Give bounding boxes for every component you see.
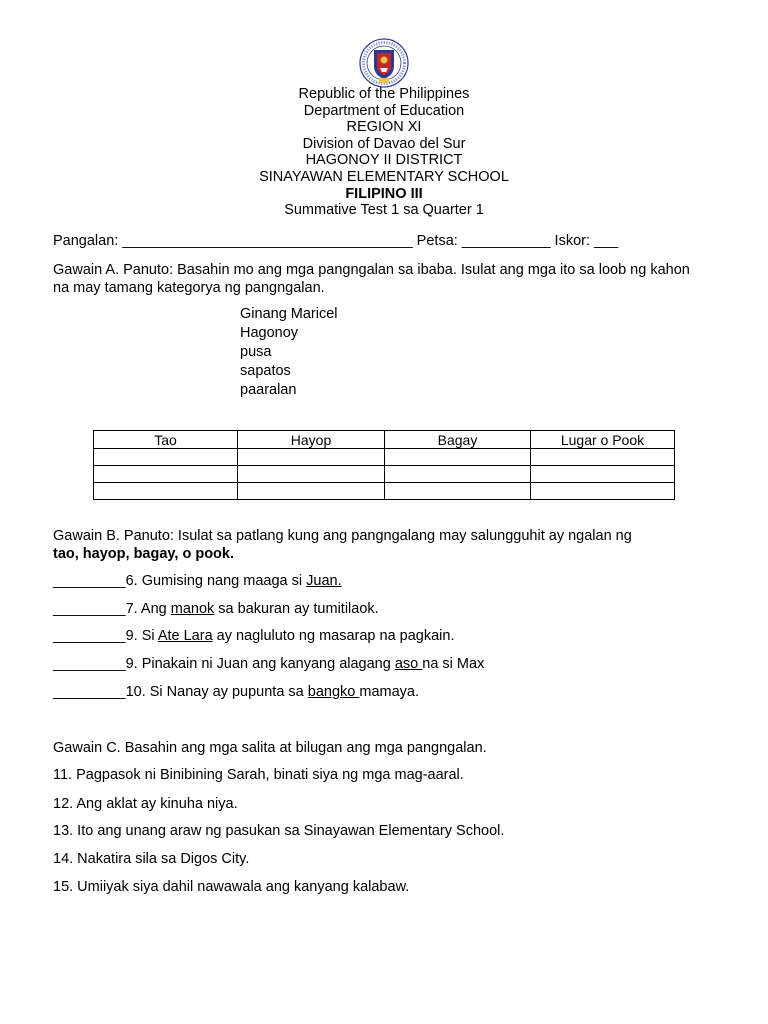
gawain-b-instruction (53, 527, 693, 563)
item-text: ay nagluluto ng masarap na pagkain. (212, 628, 455, 644)
word-list-item: Ginang Maricel (240, 306, 338, 322)
item-text: sa bakuran ay tumitilaok. (214, 601, 379, 617)
underlined-noun: Juan. (306, 573, 342, 589)
list-item (53, 573, 342, 589)
document-header (0, 86, 768, 219)
list-item (53, 656, 484, 672)
list-item: 12. Ang aklat ay kinuha niya. (53, 796, 238, 812)
item-text: _________6. Gumising nang maaga si (53, 573, 307, 589)
answer-cell[interactable] (94, 483, 238, 500)
word-list-item: Hagonoy (240, 325, 299, 341)
header-division: Division of Davao del Sur (302, 135, 466, 152)
column-header-hayop: Hayop (238, 431, 385, 449)
header-country: Republic of the Philippines (298, 86, 470, 102)
gawain-c-instruction: Gawain C. Basahin ang mga salita at bilugan ang mga pangngalan. (53, 740, 487, 756)
header-test-title: Summative Test 1 sa Quarter 1 (284, 202, 484, 219)
category-table (93, 430, 675, 500)
item-text: na si Max (422, 656, 485, 672)
answer-cell[interactable] (531, 449, 675, 466)
list-item: 15. Umiiyak siya dahil nawawala ang kanyang kalabaw. (53, 879, 410, 895)
gawain-a-instruction: Gawain A. Panuto: Basahin mo ang mga pangngalan sa ibaba. Isulat ang mga ito sa loob ng kahon na may tamang kategorya ng pangngalan. (53, 262, 690, 296)
answer-cell[interactable] (531, 466, 675, 483)
answer-cell[interactable] (385, 449, 531, 466)
list-item: 11. Pagpasok ni Binibining Sarah, binati siya ng mga mag-aaral. (53, 767, 464, 783)
item-text: _________7. Ang (53, 601, 171, 617)
column-header-tao: Tao (94, 431, 238, 449)
answer-cell[interactable] (238, 483, 385, 500)
item-text: _________9. Si (53, 628, 158, 644)
category-table-header-row (94, 431, 675, 449)
answer-cell[interactable] (385, 466, 531, 483)
header-region: REGION XI (346, 119, 422, 136)
student-info-line: Pangalan: ____________________________________ Petsa: ___________ Iskor: ___ (53, 233, 619, 249)
answer-cell[interactable] (94, 449, 238, 466)
header-subject: FILIPINO III (345, 185, 423, 202)
gawain-b-instruction-text: Gawain B. Panuto: Isulat sa patlang kung ang pangngalang may salungguhit ay ngalan ng (53, 528, 632, 544)
list-item: 13. Ito ang unang araw ng pasukan sa Sinayawan Elementary School. (53, 823, 505, 839)
table-row (94, 449, 675, 466)
answer-cell[interactable] (238, 449, 385, 466)
word-list-item: pusa (240, 344, 272, 360)
column-header-bagay: Bagay (385, 431, 531, 449)
header-department: Department of Education (303, 102, 465, 119)
header-school: SINAYAWAN ELEMENTARY SCHOOL (259, 168, 509, 185)
gawain-b-instruction-categories: tao, hayop, bagay, o pook. (53, 546, 235, 562)
deped-seal-icon (356, 38, 412, 88)
underlined-noun: Ate Lara (157, 628, 213, 644)
word-list (240, 305, 338, 400)
list-item (53, 601, 379, 617)
item-text: _________10. Si Nanay ay pupunta sa (53, 684, 308, 700)
header-district: HAGONOY II DISTRICT (305, 152, 463, 169)
table-row (94, 483, 675, 500)
underlined-noun: bangko (307, 684, 360, 700)
answer-cell[interactable] (94, 466, 238, 483)
underlined-noun: aso (394, 656, 423, 672)
table-row (94, 466, 675, 483)
answer-cell[interactable] (531, 483, 675, 500)
list-item: 14. Nakatira sila sa Digos City. (53, 851, 250, 867)
answer-cell[interactable] (238, 466, 385, 483)
list-item (53, 628, 455, 644)
column-header-lugar-o-pook: Lugar o Pook (531, 431, 675, 449)
item-text: mamaya. (359, 684, 420, 700)
list-item (53, 684, 419, 700)
underlined-noun: manok (170, 601, 215, 617)
word-list-item: paaralan (240, 382, 297, 398)
answer-cell[interactable] (385, 483, 531, 500)
item-text: _________9. Pinakain ni Juan ang kanyang alagang (53, 656, 395, 672)
word-list-item: sapatos (240, 363, 291, 379)
